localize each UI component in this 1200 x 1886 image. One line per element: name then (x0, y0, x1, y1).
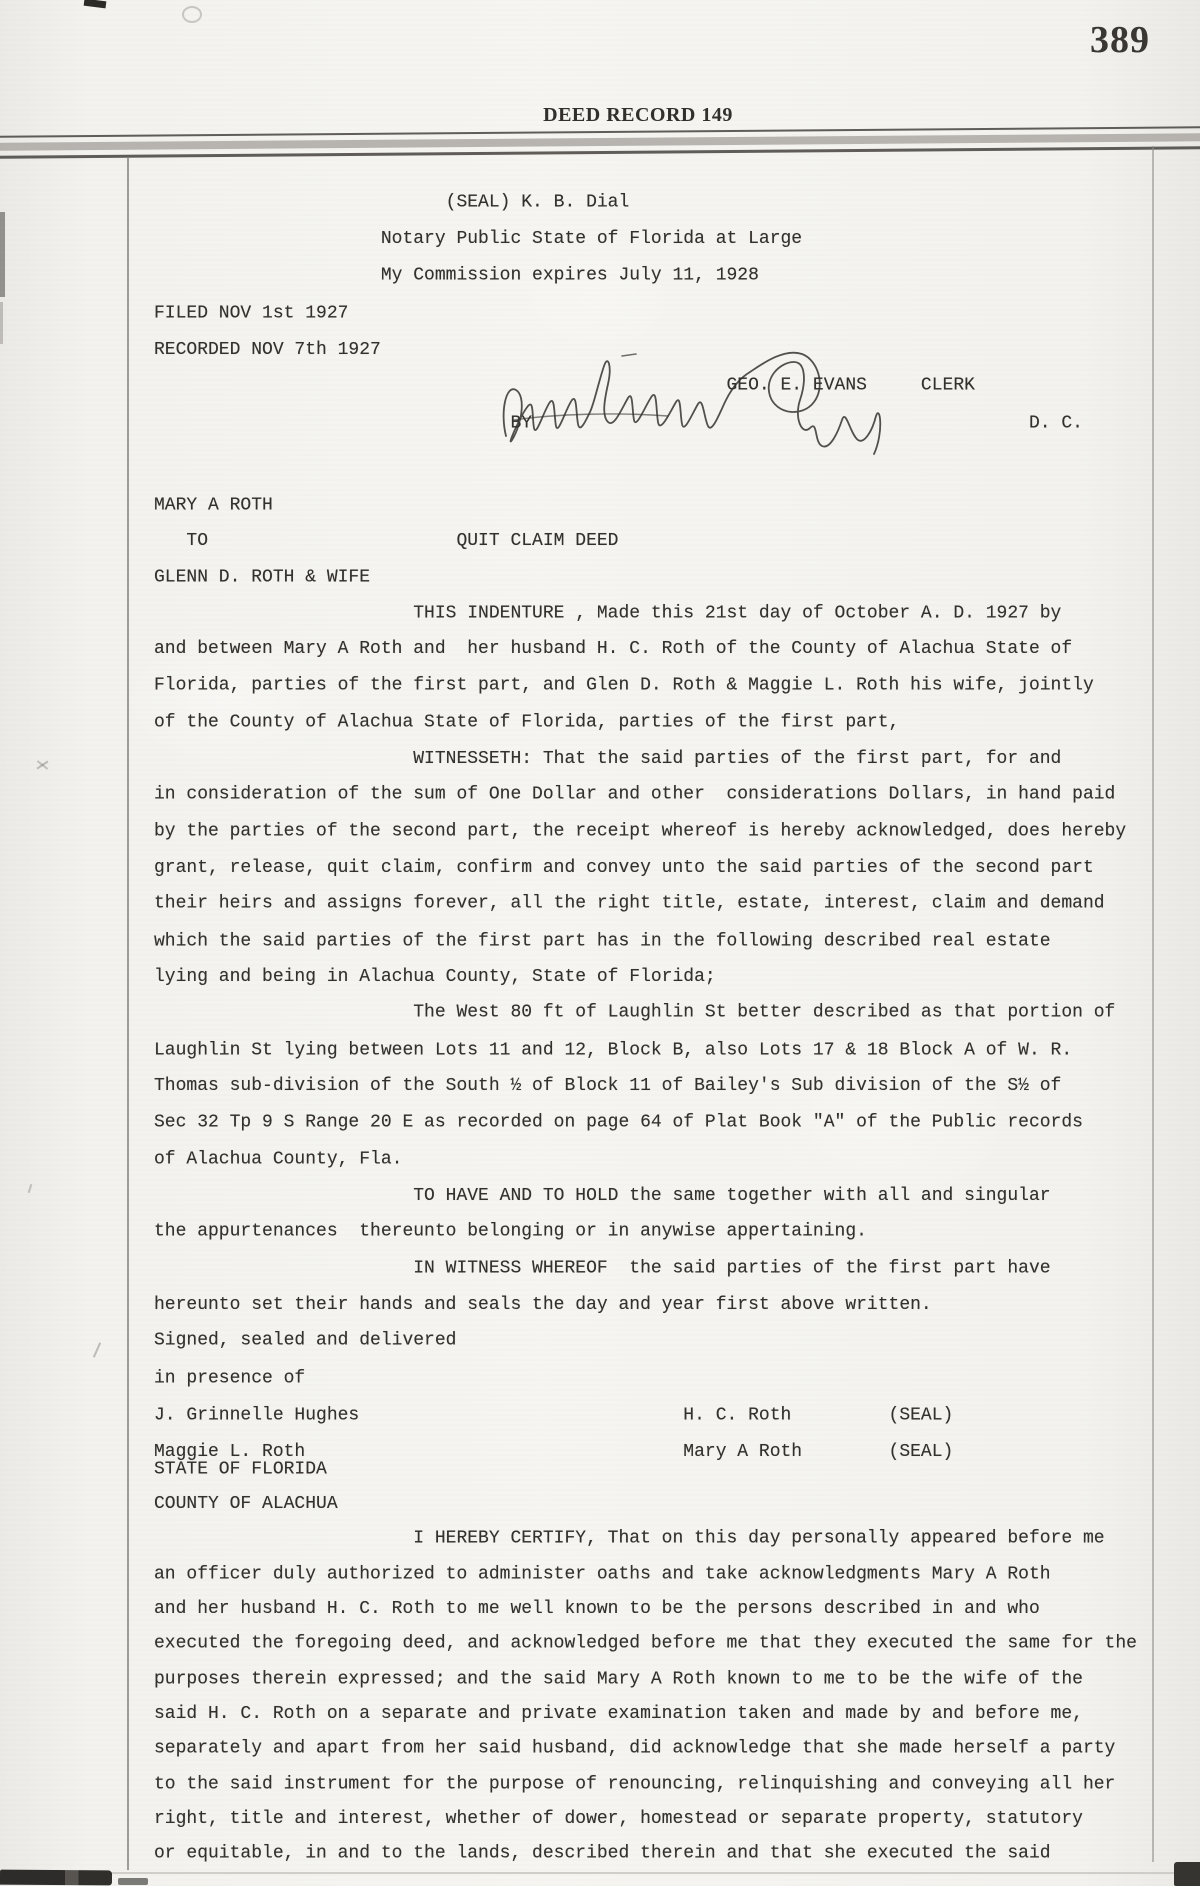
page-number: 389 (1090, 19, 1150, 61)
typed-line: an officer duly authorized to administer oaths and take acknowledgments Mary A Roth (154, 1564, 1051, 1585)
typed-line: Sec 32 Tp 9 S Range 20 E as recorded on page 64 of Plat Book "A" of the Public records (154, 1112, 1083, 1133)
typed-line: BY D. C. (154, 413, 1083, 433)
typed-line: the appurtenances thereunto belonging or in anywise appertaining. (154, 1221, 867, 1242)
typed-line: GLENN D. ROTH & WIFE (154, 567, 371, 588)
left-margin-rule (127, 158, 129, 1870)
typed-line: to the said instrument for the purpose of renouncing, relinquishing and conveying all her (154, 1774, 1116, 1795)
typed-line: Thomas sub-division of the South ½ of Block 11 of Bailey's Sub division of the S½ of (154, 1076, 1062, 1097)
typed-line: I HEREBY CERTIFY, That on this day personally appeared before me (154, 1528, 1105, 1549)
typed-line: executed the foregoing deed, and acknowledged before me that they executed the same for the (154, 1633, 1137, 1654)
header-divider-rule (0, 126, 1200, 158)
typed-line: IN WITNESS WHEREOF the said parties of the first part have (154, 1258, 1051, 1279)
typed-line: FILED NOV 1st 1927 (154, 303, 349, 324)
typed-line: TO QUIT CLAIM DEED (154, 531, 619, 552)
typed-line: COUNTY OF ALACHUA (154, 1494, 338, 1514)
typed-line: Florida, parties of the first part, and Glen D. Roth & Maggie L. Roth his wife, jointly (154, 675, 1094, 696)
typed-line: and her husband H. C. Roth to me well known to be the persons described in and who (154, 1599, 1040, 1619)
typed-line: grant, release, quit claim, confirm and convey unto the said parties of the second part (154, 857, 1094, 878)
typed-line: and between Mary A Roth and her husband H. C. Roth of the County of Alachua State of (154, 639, 1073, 660)
typed-line: J. Grinnelle Hughes H. C. Roth (SEAL) (154, 1405, 954, 1426)
typed-line: MARY A ROTH (154, 495, 273, 516)
typed-line: of Alachua County, Fla. (154, 1149, 403, 1170)
typed-line: said H. C. Roth on a separate and private examination taken and made by and before me, (154, 1704, 1083, 1724)
typed-line: Laughlin St lying between Lots 11 and 12, Block B, also Lots 17 & 18 Block A of W. R. (154, 1040, 1073, 1061)
typed-line: Notary Public State of Florida at Large (154, 229, 803, 249)
margin-smudge (28, 1184, 33, 1193)
typed-line: RECORDED NOV 7th 1927 (154, 339, 381, 360)
typed-line: THIS INDENTURE , Made this 21st day of October A. D. 1927 by (154, 603, 1062, 624)
typed-line: STATE OF FLORIDA (154, 1459, 327, 1480)
parties-caption-block (154, 487, 618, 596)
typed-line: The West 80 ft of Laughlin St better described as that portion of (154, 1003, 1116, 1024)
typed-line: which the said parties of the first part has in the following described real estate (154, 931, 1051, 952)
typed-line: GEO. E. EVANS CLERK (154, 375, 975, 396)
bottom-left-scan-artifact (118, 1878, 148, 1885)
left-edge-artifact (0, 212, 5, 297)
acknowledgment-block (154, 1452, 1137, 1872)
typed-line: TO HAVE AND TO HOLD the same together with all and singular (154, 1185, 1051, 1206)
typed-line: by the parties of the second part, the receipt whereof is hereby acknowledged, does hereby (154, 821, 1127, 842)
typed-line: in consideration of the sum of One Dollar and other considerations Dollars, in hand paid (154, 784, 1116, 805)
left-edge-artifact (0, 302, 3, 344)
notary-block (154, 184, 802, 295)
typed-line: right, title and interest, whether of dower, homestead or separate property, statutory (154, 1809, 1083, 1829)
bottom-right-scan-artifact (1174, 1862, 1200, 1886)
page-bottom-edge (110, 1872, 1174, 1874)
right-margin-rule (1152, 146, 1154, 1862)
typed-line: their heirs and assigns forever, all the right title, estate, interest, claim and demand (154, 893, 1105, 914)
clerk-signature-handwriting (496, 348, 896, 463)
typed-line: in presence of (154, 1368, 306, 1389)
typed-line: (SEAL) K. B. Dial (154, 192, 630, 213)
typed-line: hereunto set their hands and seals the day and year first above written. (154, 1294, 932, 1315)
typed-line: lying and being in Alachua County, State of Florida; (154, 967, 716, 988)
typed-line: My Commission expires July 11, 1928 (154, 265, 759, 286)
typed-line: Signed, sealed and delivered (154, 1330, 457, 1351)
typed-line: WITNESSETH: That the said parties of the first part, for and (154, 748, 1062, 769)
typed-line: purposes therein expressed; and the said Mary A Roth known to me to be the wife of the (154, 1669, 1083, 1690)
typed-line: Maggie L. Roth Mary A Roth (SEAL) (154, 1441, 954, 1462)
typed-line: or equitable, in and to the lands, described therein and that she executed the said (154, 1843, 1051, 1864)
ring-smudge (182, 6, 202, 23)
typed-line: of the County of Alachua State of Florida, parties of the first part, (154, 712, 900, 733)
bottom-left-scan-artifact (0, 1870, 112, 1886)
typed-line: separately and apart from her said husband, did acknowledge that she made herself a party (154, 1738, 1116, 1759)
margin-smudge (93, 1342, 101, 1357)
scan-edge-mark (84, 0, 107, 8)
deed-body-block (154, 595, 1126, 1396)
book-header: DEED RECORD 149 (543, 104, 733, 126)
